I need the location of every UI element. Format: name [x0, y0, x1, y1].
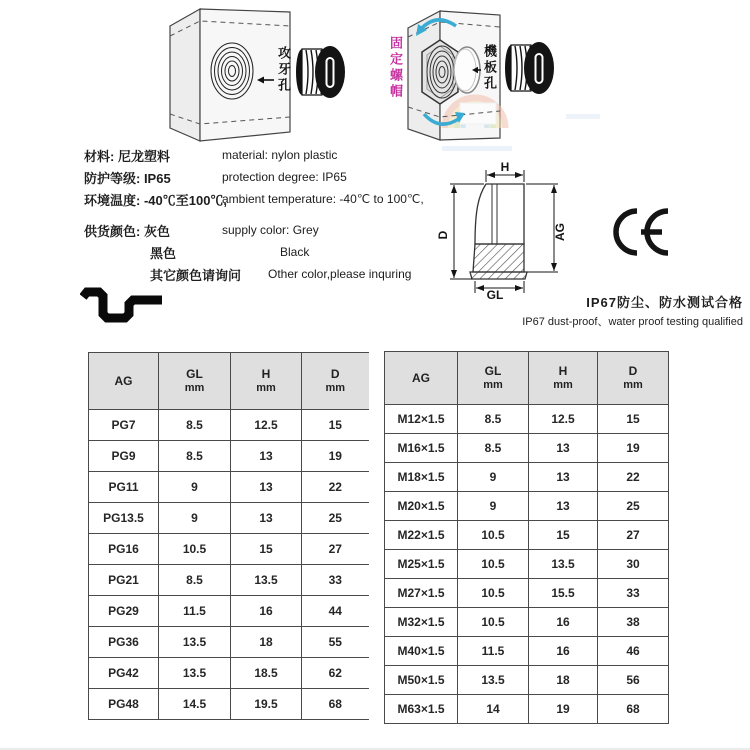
hex-nut-icon — [422, 40, 458, 104]
spec-zh: 其它颜色请询问 — [150, 267, 242, 283]
table-cell: PG13.5 — [89, 503, 159, 534]
table-row — [385, 521, 669, 550]
dim-h-label: H — [500, 160, 510, 174]
ip67-en: IP67 dust-proof、water proof testing qualified — [522, 316, 743, 328]
table-cell: M50×1.5 — [385, 666, 458, 695]
table-cell: M32×1.5 — [385, 608, 458, 637]
table-cell: 22 — [598, 463, 669, 492]
panel-hole-label: 機板孔 — [482, 44, 497, 92]
table-cell: 25 — [598, 492, 669, 521]
table-cell: 68 — [598, 695, 669, 724]
diagram-panel-hole — [380, 0, 610, 165]
dim-d-label: D — [436, 230, 450, 240]
diagram-tapped-hole — [150, 0, 350, 155]
table-cell: 16 — [529, 637, 598, 666]
column-header-ag: AG — [385, 352, 458, 405]
spec-en: Other color,please inquring — [268, 267, 412, 281]
table-cell: 10.5 — [458, 550, 529, 579]
table-cell: 13.5 — [458, 666, 529, 695]
table-cell: M63×1.5 — [385, 695, 458, 724]
table-cell: 15 — [231, 534, 302, 565]
table-row — [385, 579, 669, 608]
box-side-face — [170, 9, 200, 141]
table-cell: 15.5 — [529, 579, 598, 608]
table-cell: 30 — [598, 550, 669, 579]
column-header-d: D mm — [598, 352, 669, 405]
table-row — [385, 637, 669, 666]
table-row — [385, 434, 669, 463]
table-cell: 18.5 — [231, 658, 302, 689]
table-cell: PG7 — [89, 410, 159, 441]
ip67-zh: IP67防尘、防水测试合格 — [586, 295, 743, 310]
watermark — [442, 98, 600, 151]
table-cell: 12.5 — [529, 405, 598, 434]
table-cell: M16×1.5 — [385, 434, 458, 463]
column-header-gl: GL mm — [159, 353, 231, 410]
table-cell: PG16 — [89, 534, 159, 565]
dimension-drawing — [420, 160, 595, 300]
table-cell: 22 — [302, 472, 369, 503]
table-cell: 19 — [302, 441, 369, 472]
table-row — [89, 472, 369, 503]
column-header-gl: GL mm — [458, 352, 529, 405]
spec-row-protection — [84, 166, 454, 188]
table-cell: 19 — [529, 695, 598, 724]
table-cell: PG21 — [89, 565, 159, 596]
table-cell: 44 — [302, 596, 369, 627]
table-cell: 13.5 — [529, 550, 598, 579]
table-cell: 25 — [302, 503, 369, 534]
table-cell: M20×1.5 — [385, 492, 458, 521]
table-cell: 19 — [598, 434, 669, 463]
table-cell: PG36 — [89, 627, 159, 658]
table-row — [385, 666, 669, 695]
table-cell: 19.5 — [231, 689, 302, 720]
table-row — [385, 463, 669, 492]
table-cell: 13.5 — [159, 658, 231, 689]
spec-row-color-black — [84, 241, 454, 263]
logo-fragment — [80, 284, 168, 339]
spec-list — [84, 144, 454, 285]
tapped-hole-drawing — [150, 0, 350, 155]
pg-size-table — [88, 352, 369, 720]
table-cell: PG29 — [89, 596, 159, 627]
table-cell: 9 — [159, 503, 231, 534]
table-cell: 12.5 — [231, 410, 302, 441]
spec-row-color-grey — [84, 219, 454, 241]
lock-nut-label: 固定螺帽 — [388, 36, 403, 100]
table-cell: 33 — [302, 565, 369, 596]
gland-plug-icon — [296, 46, 345, 98]
table-cell: 9 — [159, 472, 231, 503]
table-cell: 13 — [529, 434, 598, 463]
table-cell: 14.5 — [159, 689, 231, 720]
spec-row-material — [84, 144, 454, 166]
table-row — [89, 565, 369, 596]
table-cell: 9 — [458, 463, 529, 492]
spec-en: supply color: Grey — [222, 223, 319, 237]
table-cell: 68 — [302, 689, 369, 720]
dim-gl-label: GL — [486, 288, 504, 300]
spec-en: protection degree: IP65 — [222, 170, 347, 184]
column-header-h: H mm — [231, 353, 302, 410]
spec-en: material: nylon plastic — [222, 148, 338, 162]
table-cell: 13 — [529, 463, 598, 492]
table-cell: 27 — [302, 534, 369, 565]
table-row — [89, 596, 369, 627]
table-cell: 15 — [598, 405, 669, 434]
spec-en: Black — [280, 245, 310, 259]
dim-ag-label: AG — [553, 223, 567, 241]
table-cell: 11.5 — [458, 637, 529, 666]
table-cell: 10.5 — [458, 608, 529, 637]
spec-row-color-other — [84, 263, 454, 285]
table-row — [385, 608, 669, 637]
table-cell: 10.5 — [159, 534, 231, 565]
table-cell: M12×1.5 — [385, 405, 458, 434]
table-cell: 11.5 — [159, 596, 231, 627]
table-cell: 10.5 — [458, 521, 529, 550]
table-cell: 55 — [302, 627, 369, 658]
table-cell: 13 — [231, 441, 302, 472]
table-cell: 9 — [458, 492, 529, 521]
table-cell: 13 — [231, 503, 302, 534]
table-cell: 16 — [231, 596, 302, 627]
table-row — [89, 534, 369, 565]
table-cell: 13 — [529, 492, 598, 521]
column-header-h: H mm — [529, 352, 598, 405]
table-cell: M40×1.5 — [385, 637, 458, 666]
table-row — [89, 410, 369, 441]
table-cell: 13.5 — [231, 565, 302, 596]
column-header-d: D mm — [302, 353, 369, 410]
table-row — [385, 492, 669, 521]
table-cell: M22×1.5 — [385, 521, 458, 550]
table-row — [385, 550, 669, 579]
table-header-row — [89, 353, 369, 410]
ce-letter-c — [616, 211, 637, 253]
table-cell: M27×1.5 — [385, 579, 458, 608]
table-cell: 14 — [458, 695, 529, 724]
table-row — [385, 695, 669, 724]
table-row — [89, 658, 369, 689]
table-cell: 8.5 — [159, 410, 231, 441]
table-cell: PG11 — [89, 472, 159, 503]
table-cell: 10.5 — [458, 579, 529, 608]
table-cell: 18 — [231, 627, 302, 658]
table-row — [89, 441, 369, 472]
table-cell: 8.5 — [458, 405, 529, 434]
table-cell: 33 — [598, 579, 669, 608]
spec-en: ambient temperature: -40℃ to 100℃, — [222, 192, 424, 206]
ip67-statement — [522, 292, 743, 329]
table-row — [89, 689, 369, 720]
ce-mark — [606, 204, 672, 260]
table-cell: 16 — [529, 608, 598, 637]
table-row — [385, 405, 669, 434]
table-cell: 15 — [302, 410, 369, 441]
spec-zh: 材料: 尼龙塑料 — [84, 148, 170, 164]
table-cell: 38 — [598, 608, 669, 637]
table-header-row — [385, 352, 669, 405]
tapped-hole-label: 攻牙孔 — [276, 46, 291, 94]
gland-profile — [470, 184, 527, 279]
table-cell: M18×1.5 — [385, 463, 458, 492]
gland-plug-icon — [505, 42, 554, 94]
spec-zh: 供货颜色: 灰色 — [84, 223, 170, 239]
table-cell: 46 — [598, 637, 669, 666]
table-cell: 56 — [598, 666, 669, 695]
table-cell: 15 — [529, 521, 598, 550]
spec-row-temperature — [84, 188, 454, 210]
table-cell: 13.5 — [159, 627, 231, 658]
table-cell: M25×1.5 — [385, 550, 458, 579]
table-cell: PG9 — [89, 441, 159, 472]
table-cell: 18 — [529, 666, 598, 695]
spec-zh: 黑色 — [150, 245, 177, 261]
column-header-ag: AG — [89, 353, 159, 410]
table-cell: 8.5 — [159, 565, 231, 596]
table-cell: 62 — [302, 658, 369, 689]
table-cell: 8.5 — [458, 434, 529, 463]
table-cell: 27 — [598, 521, 669, 550]
table-cell: PG48 — [89, 689, 159, 720]
table-cell: 13 — [231, 472, 302, 503]
metric-size-table — [384, 351, 669, 724]
spec-zh: 环境温度: -40℃至100℃, — [84, 192, 228, 208]
table-row — [89, 503, 369, 534]
table-cell: PG42 — [89, 658, 159, 689]
table-cell: 8.5 — [159, 441, 231, 472]
table-row — [89, 627, 369, 658]
spec-zh: 防护等级: IP65 — [84, 170, 171, 186]
